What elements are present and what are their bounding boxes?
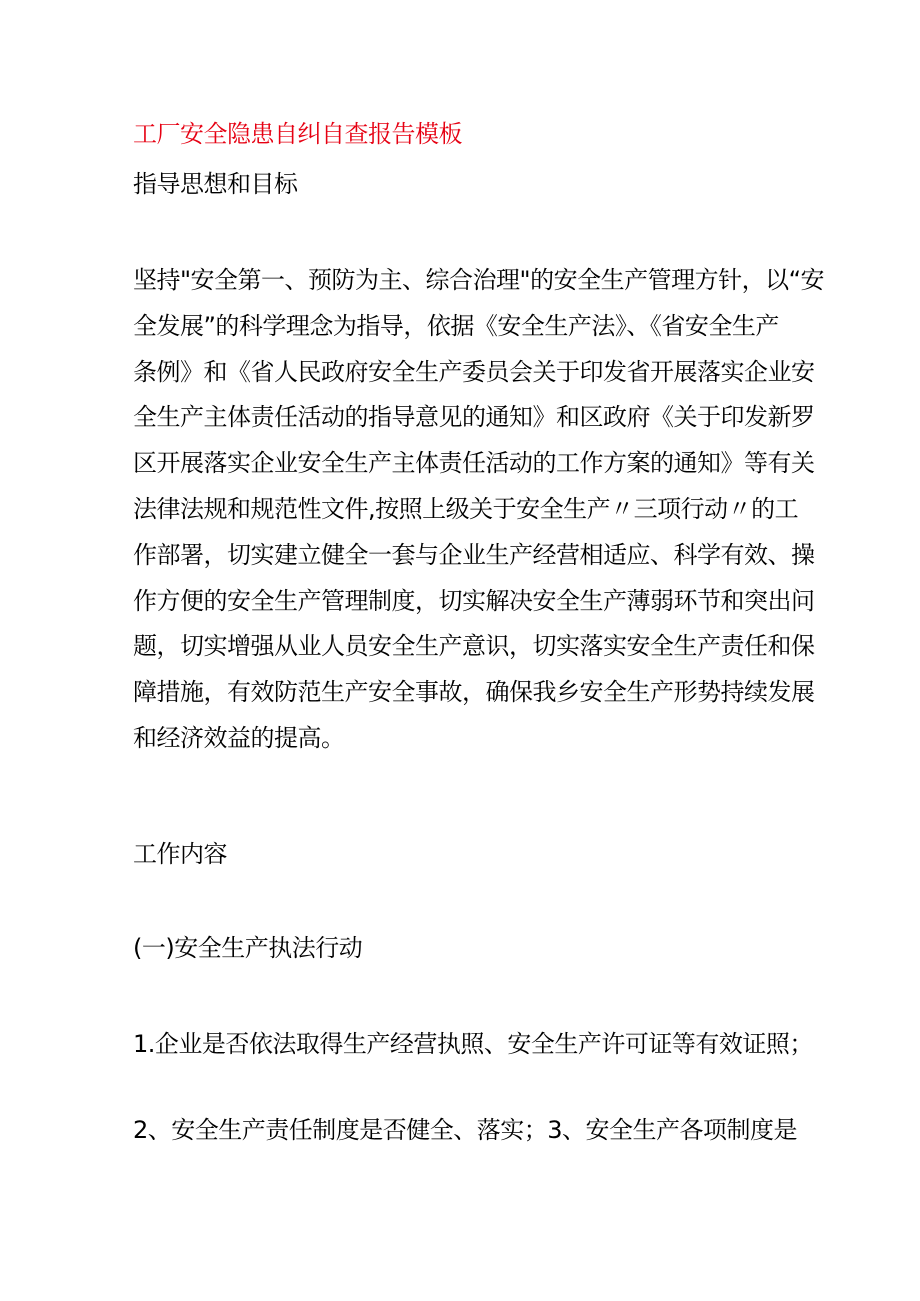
paragraph-line: 法律法规和规范性文件,按照上级关于安全生产〃三项行动〃的工 — [133, 494, 799, 523]
paragraph-line: 条例》和《省人民政府安全生产委员会关于印发省开展落实企业安 — [133, 357, 815, 386]
section-heading-work-content: 工作内容 — [133, 840, 227, 868]
paragraph-line: 和经济效益的提高。 — [133, 723, 345, 752]
section-heading-guiding-ideology: 指导思想和目标 — [133, 170, 298, 198]
paragraph-line: 障措施，有效防范生产安全事故，确保我乡安全生产形势持续发展 — [133, 678, 815, 707]
list-item-2: 2、安全生产责任制度是否健全、落实；3、安全生产各项制度是 — [133, 1116, 798, 1144]
paragraph-line: 全生产主体责任活动的指导意见的通知》和区政府《关于印发新罗 — [133, 403, 815, 432]
paragraph-line: 坚持"安全第一、预防为主、综合治理"的安全生产管理方针，以“安 — [133, 266, 825, 294]
paragraph-guiding-ideology — [133, 258, 825, 762]
paragraph-line: 区开展落实企业安全生产主体责任活动的工作方案的通知》等有关 — [133, 449, 815, 478]
document-title: 工厂安全隐患自纠自查报告模板 — [133, 120, 462, 148]
paragraph-line: 作部署，切实建立健全一套与企业生产经营相适应、科学有效、操 — [133, 540, 815, 569]
list-item-1: 1.企业是否依法取得生产经营执照、安全生产许可证等有效证照； — [133, 1030, 813, 1058]
paragraph-line: 全发展”的科学理念为指导，依据《安全生产法》、《省安全生产 — [133, 311, 779, 340]
subsection-heading-enforcement: (一)安全生产执法行动 — [133, 934, 363, 962]
paragraph-line: 作方便的安全生产管理制度，切实解决安全生产薄弱环节和突出问 — [133, 586, 815, 615]
paragraph-line: 题，切实增强从业人员安全生产意识，切实落实安全生产责任和保 — [133, 632, 815, 661]
